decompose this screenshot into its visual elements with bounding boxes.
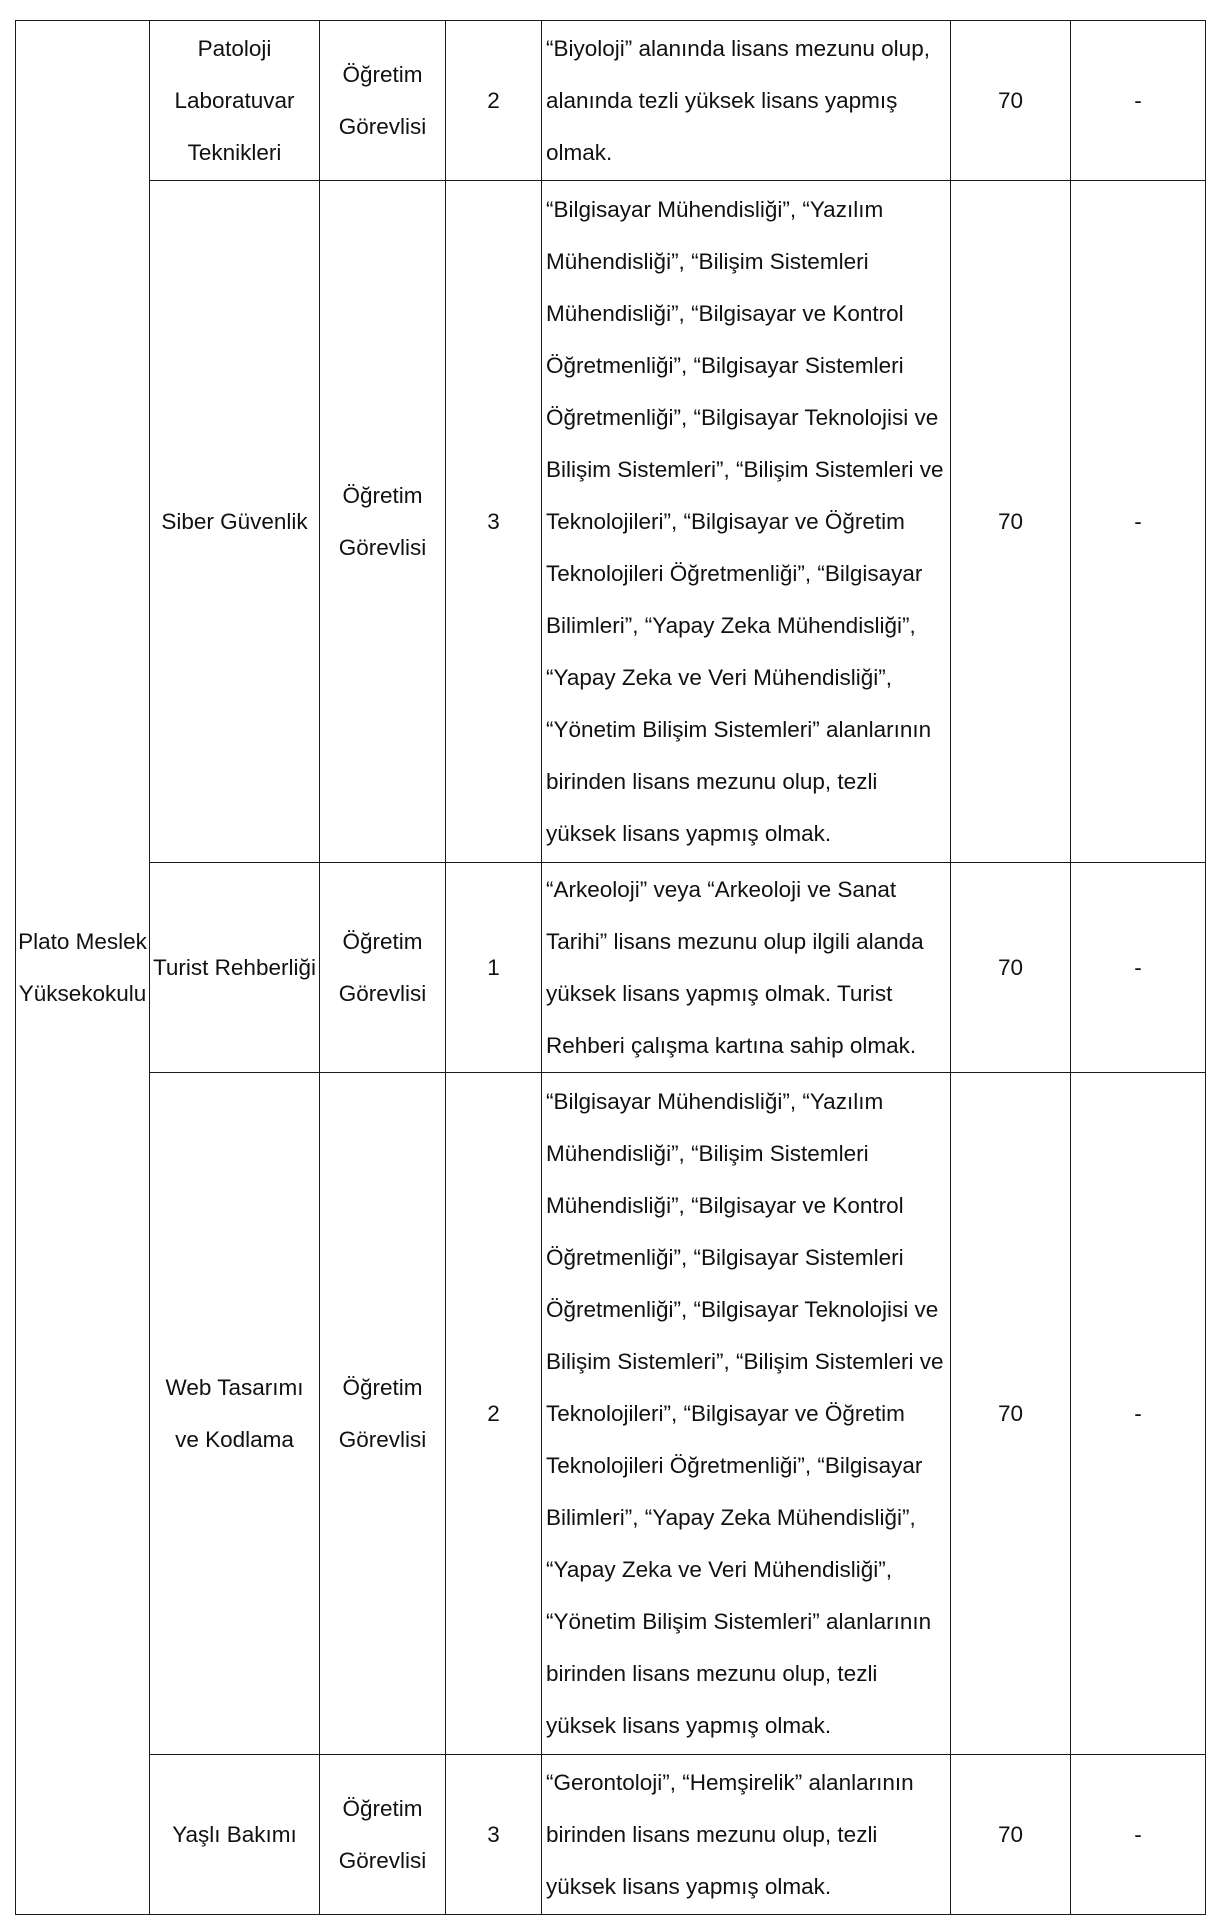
requirement-line: Teknolojileri”, “Bilgisayar ve Öğretim [546,508,905,534]
program-line: Laboratuvar [174,87,295,113]
title-cell [320,863,446,1073]
requirement-line: Teknolojileri Öğretmenliği”, “Bilgisayar [546,1452,923,1478]
title-line: Öğretim [342,1795,423,1821]
requirement-line: Öğretmenliği”, “Bilgisayar Sistemleri [546,1244,904,1270]
program-line: Siber Güvenlik [161,508,308,534]
program-cell [150,863,320,1073]
requirement-line: Bilişim Sistemleri”, “Bilişim Sistemleri ve [546,1348,944,1374]
program-line: Teknikleri [187,139,282,165]
score-cell: 70 [951,863,1071,1073]
requirement-line: Bilimleri”, “Yapay Zeka Mühendisliği”, [546,1504,916,1530]
table-row [16,1755,1206,1915]
program-cell [150,181,320,863]
requirement-line: “Bilgisayar Mühendisliği”, “Yazılım [546,1088,884,1114]
table-row [16,863,1206,1073]
program-line: ve Kodlama [175,1426,294,1452]
requirement-line: Mühendisliği”, “Bilişim Sistemleri [546,248,869,274]
requirement-line: “Biyoloji” alanında lisans mezunu olup, [546,35,930,61]
requirement-line: yüksek lisans yapmış olmak. [546,820,832,846]
program-cell [150,1755,320,1915]
title-cell [320,1073,446,1755]
score-cell: 70 [951,1073,1071,1755]
title-line: Görevlisi [338,113,427,139]
requirement-line: Teknolojileri”, “Bilgisayar ve Öğretim [546,1400,905,1426]
requirement-line: olmak. [546,139,613,165]
count-cell: 2 [446,21,542,181]
requirement-line: Mühendisliği”, “Bilgisayar ve Kontrol [546,300,904,326]
title-line: Öğretim [342,61,423,87]
requirement-line: yüksek lisans yapmış olmak. [546,1712,832,1738]
requirements-cell [542,181,951,863]
unit-cell [16,21,150,1915]
requirements-cell [542,21,951,181]
count-cell: 3 [446,181,542,863]
requirement-line: “Arkeoloji” veya “Arkeoloji ve Sanat [546,876,897,902]
title-line: Öğretim [342,482,423,508]
requirement-line: “Gerontoloji”, “Hemşirelik” alanlarının [546,1769,914,1795]
program-line: Patoloji [197,35,272,61]
title-line: Görevlisi [338,1847,427,1873]
title-line: Görevlisi [338,980,427,1006]
requirement-line: alanında tezli yüksek lisans yapmış [546,87,898,113]
requirements-cell [542,1073,951,1755]
requirement-line: “Bilgisayar Mühendisliği”, “Yazılım [546,196,884,222]
requirement-line: Öğretmenliği”, “Bilgisayar Sistemleri [546,352,904,378]
requirement-line: Bilişim Sistemleri”, “Bilişim Sistemleri ve [546,456,944,482]
other-cell: - [1071,1755,1206,1915]
program-line: Web Tasarımı [165,1374,304,1400]
unit-line: Plato Meslek [18,928,147,954]
score-cell: 70 [951,181,1071,863]
table-row [16,181,1206,863]
other-cell: - [1071,863,1206,1073]
faculty-positions-table [15,20,1206,1915]
program-cell [150,21,320,181]
requirement-line: birinden lisans mezunu olup, tezli [546,768,878,794]
title-line: Öğretim [342,928,423,954]
count-cell: 2 [446,1073,542,1755]
requirement-line: “Yönetim Bilişim Sistemleri” alanlarının [546,1608,932,1634]
requirements-cell [542,863,951,1073]
requirement-line: Öğretmenliği”, “Bilgisayar Teknolojisi ve [546,1296,939,1322]
program-line: Turist Rehberliği [153,954,316,980]
requirement-line: birinden lisans mezunu olup, tezli [546,1821,878,1847]
requirement-line: Teknolojileri Öğretmenliği”, “Bilgisayar [546,560,923,586]
requirement-line: “Yapay Zeka ve Veri Mühendisliği”, [546,1556,892,1582]
requirement-line: Rehberi çalışma kartına sahip olmak. [546,1032,917,1058]
requirements-cell [542,1755,951,1915]
other-cell: - [1071,21,1206,181]
requirement-line: yüksek lisans yapmış olmak. Turist [546,980,893,1006]
requirement-line: Mühendisliği”, “Bilgisayar ve Kontrol [546,1192,904,1218]
requirement-line: Bilimleri”, “Yapay Zeka Mühendisliği”, [546,612,916,638]
title-line: Görevlisi [338,1426,427,1452]
program-cell [150,1073,320,1755]
title-line: Görevlisi [338,534,427,560]
title-cell [320,181,446,863]
requirement-line: birinden lisans mezunu olup, tezli [546,1660,878,1686]
other-cell: - [1071,1073,1206,1755]
other-cell: - [1071,181,1206,863]
score-cell: 70 [951,21,1071,181]
requirement-line: yüksek lisans yapmış olmak. [546,1873,832,1899]
requirement-line: Tarihi” lisans mezunu olup ilgili alanda [546,928,924,954]
title-cell [320,21,446,181]
score-cell: 70 [951,1755,1071,1915]
requirement-line: “Yönetim Bilişim Sistemleri” alanlarının [546,716,932,742]
title-line: Öğretim [342,1374,423,1400]
program-line: Yaşlı Bakımı [172,1821,297,1847]
count-cell: 3 [446,1755,542,1915]
table-row [16,21,1206,181]
title-cell [320,1755,446,1915]
count-cell: 1 [446,863,542,1073]
requirement-line: “Yapay Zeka ve Veri Mühendisliği”, [546,664,892,690]
requirement-line: Öğretmenliği”, “Bilgisayar Teknolojisi ve [546,404,939,430]
unit-line: Yüksekokulu [18,980,147,1006]
requirement-line: Mühendisliği”, “Bilişim Sistemleri [546,1140,869,1166]
table-row [16,1073,1206,1755]
